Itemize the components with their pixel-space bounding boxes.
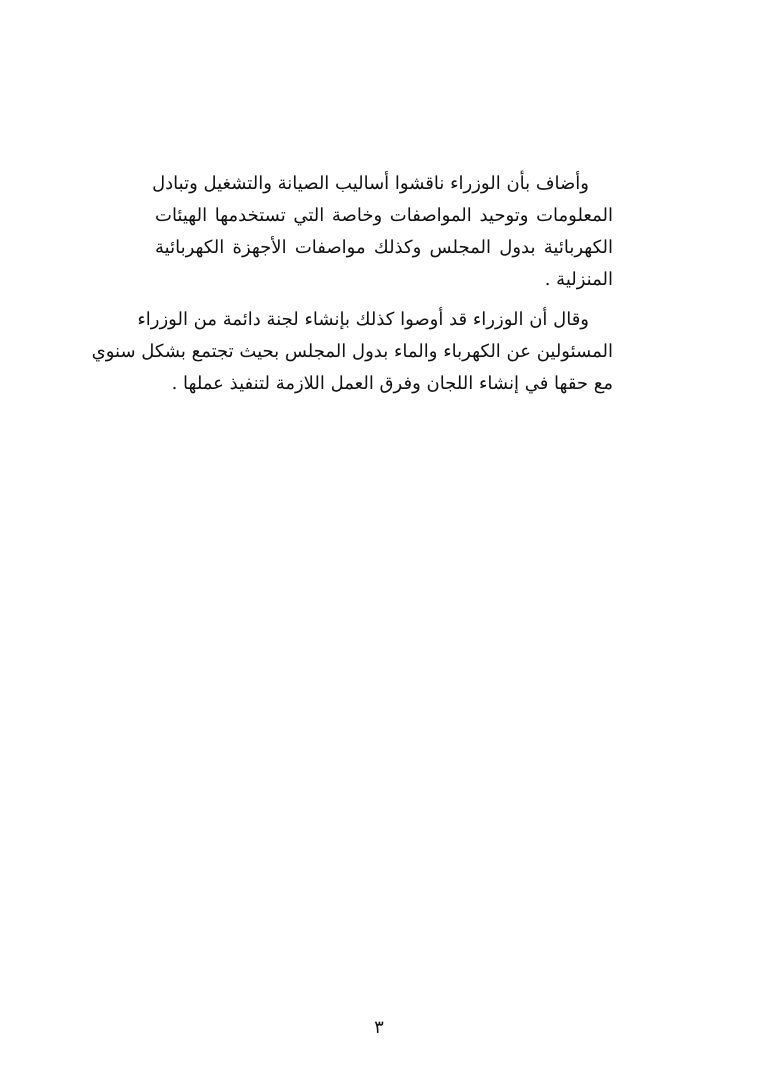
paragraph-line: المعلومات وتوحيد المواصفات وخاصة التي تستخدمها الهيئات	[155, 205, 613, 226]
page-number: ٣	[374, 1017, 384, 1038]
paragraph-1	[152, 168, 613, 296]
paragraph-line: مع حقها في إنشاء اللجان وفرق العمل اللازمة لتنفيذ عملها .	[171, 373, 613, 394]
paragraph-line: الكهربائية بدول المجلس وكذلك مواصفات الأجهزة الكهربائية	[155, 237, 613, 258]
paragraph-line: وأضاف بأن الوزراء ناقشوا أساليب الصيانة والتشغيل وتبادل	[152, 173, 589, 194]
paragraph-line: المسئولين عن الكهرباء والماء بدول المجلس بحيث تجتمع بشكل سنوي	[91, 341, 613, 362]
paragraph-line: المنزلية .	[544, 269, 613, 290]
paragraph-line: وقال أن الوزراء قد أوصوا كذلك بإنشاء لجنة دائمة من الوزراء	[137, 309, 589, 330]
paragraph-2	[91, 304, 613, 400]
